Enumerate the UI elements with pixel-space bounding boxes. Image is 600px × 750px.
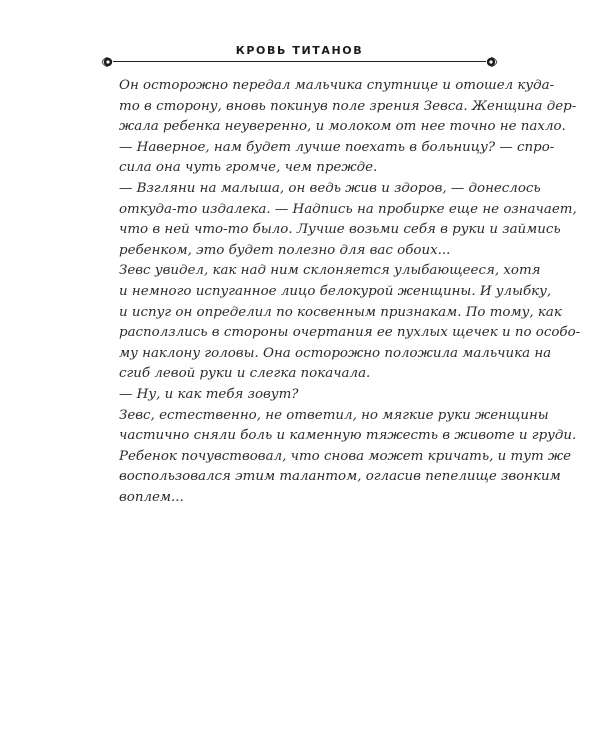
text-line: жала ребенка неуверенно, и молоком от нее точно не пахло. (119, 119, 566, 135)
text-line: ребенком, это будет полезно для вас обоих... (119, 242, 451, 258)
header-rule (113, 61, 486, 62)
text-line: Ребенок почувствовал, что снова может кричать, и тут же (119, 448, 572, 464)
text-line: — Ну, и как тебя зовут? (119, 386, 299, 402)
text-line: Зевс, естественно, не ответил, но мягкие руки женщины (119, 407, 549, 423)
text-line: — Наверное, нам будет лучше поехать в больницу? — спро- (119, 139, 555, 155)
text-line: Он осторожно передал мальчика спутнице и отошел куда- (119, 78, 555, 93)
text-line: — Взгляни на малыша, он ведь жив и здоров, — донеслось (119, 180, 541, 196)
flourish-ornament-icon (484, 55, 498, 69)
text-line: сила она чуть громче, чем прежде. (119, 160, 378, 176)
text-line: и испуг он определил по косвенным признакам. По тому, как (119, 304, 562, 320)
page-body-text (119, 76, 581, 508)
text-line: частично сняли боль и каменную тяжесть в животе и груди. (119, 428, 577, 444)
book-title: КРОВЬ ТИТАНОВ (235, 44, 364, 57)
text-line: сгиб левой руки и слегка покачала. (119, 366, 371, 382)
text-line: воплем... (119, 489, 184, 505)
flourish-ornament-icon (101, 55, 115, 69)
text-line: то в сторону, вновь покинув поле зрения Зевса. Женщина дер- (119, 98, 577, 114)
text-line: откуда-то издалека. — Надпись на пробирке еще не означает, (119, 201, 577, 217)
text-line: расползлись в стороны очертания ее пухлых щечек и по особо- (119, 325, 581, 341)
text-line: воспользовался этим талантом, огласив пепелище звонким (119, 469, 561, 485)
text-line: и немного испуганное лицо белокурой женщины. И улыбку, (119, 283, 552, 299)
running-header (101, 42, 498, 68)
text-line: что в ней что-то было. Лучше возьми себя в руки и займись (119, 222, 561, 238)
text-line: му наклону головы. Она осторожно положила мальчика на (119, 345, 552, 361)
text-line: Зевс увидел, как над ним склоняется улыбающееся, хотя (119, 263, 541, 279)
